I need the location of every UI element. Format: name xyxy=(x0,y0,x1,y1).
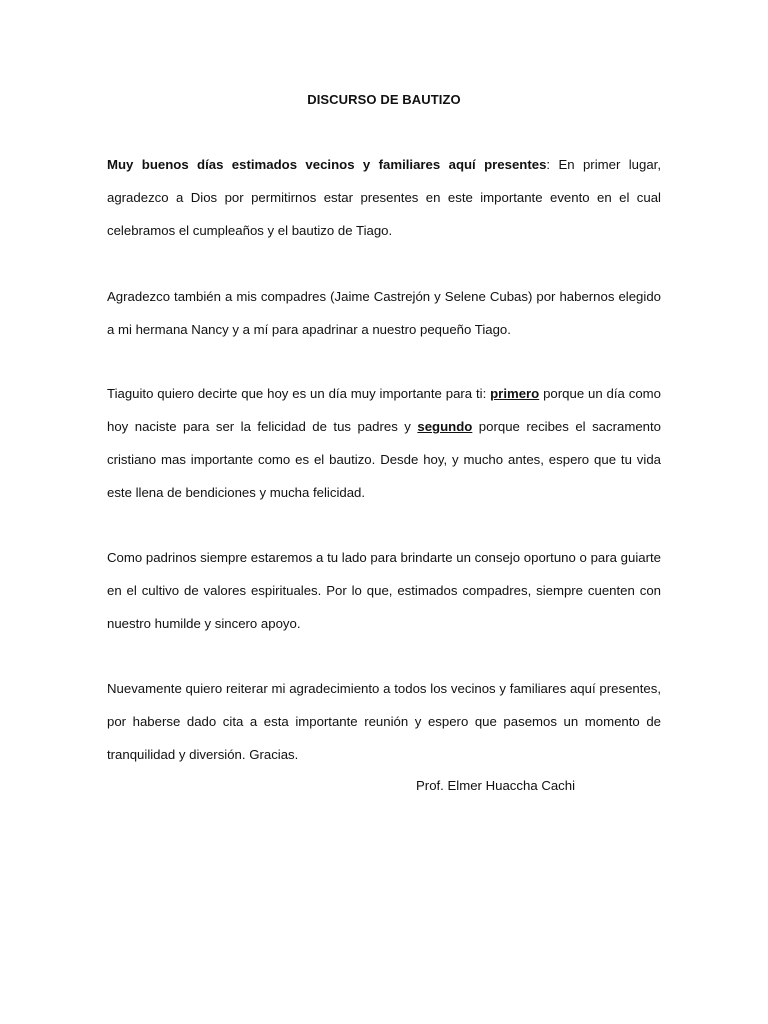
underlined-primero: primero xyxy=(490,386,540,401)
document-title: DISCURSO DE BAUTIZO xyxy=(307,92,461,107)
paragraph-thanks-compadres: Agradezco también a mis compadres (Jaime Castrejón y Selene Cubas) por habernos elegido a mi hermana Nancy y a mí para apadrinar a nuestro pequeño Tiago. xyxy=(107,289,661,337)
tiaguito-text-e: porque recibes el sacramento cristiano mas importante como es el bautizo. Desde hoy, y mucho antes, espero que tu vida este llena de bendiciones y mucha felicidad. xyxy=(107,419,661,500)
paragraph-padrinos: Como padrinos siempre estaremos a tu lado para brindarte un consejo oportuno o para guiarte en el cultivo de valores espirituales. Por lo que, estimados compadres, siempre cuenten con nuestro humilde y sincero apoyo. xyxy=(107,550,661,631)
underlined-segundo: segundo xyxy=(417,419,473,434)
paragraph-greeting xyxy=(107,148,661,247)
paragraph-closing: Nuevamente quiero reiterar mi agradecimiento a todos los vecinos y familiares aquí presentes, por haberse dado cita a esta importante reunión y espero que pasemos un momento de tranquilidad y diversión. Gracias. xyxy=(107,681,661,762)
paragraph-tiaguito xyxy=(107,377,661,509)
signature-line: Prof. Elmer Huaccha Cachi xyxy=(416,778,576,793)
tiaguito-text-a: Tiaguito quiero decirte que hoy es un día muy importante para ti: xyxy=(107,386,491,401)
greeting-lead: Muy buenos días estimados vecinos y familiares aquí presentes xyxy=(107,157,547,172)
greeting-rest: : En primer lugar, agradezco a Dios por permitirnos estar presentes en este importante evento en el cual celebramos el cumpleaños y el bautizo de Tiago. xyxy=(107,157,661,238)
tiaguito-text-c: porque un día como hoy naciste para ser la felicidad de tus padres y xyxy=(107,386,662,434)
